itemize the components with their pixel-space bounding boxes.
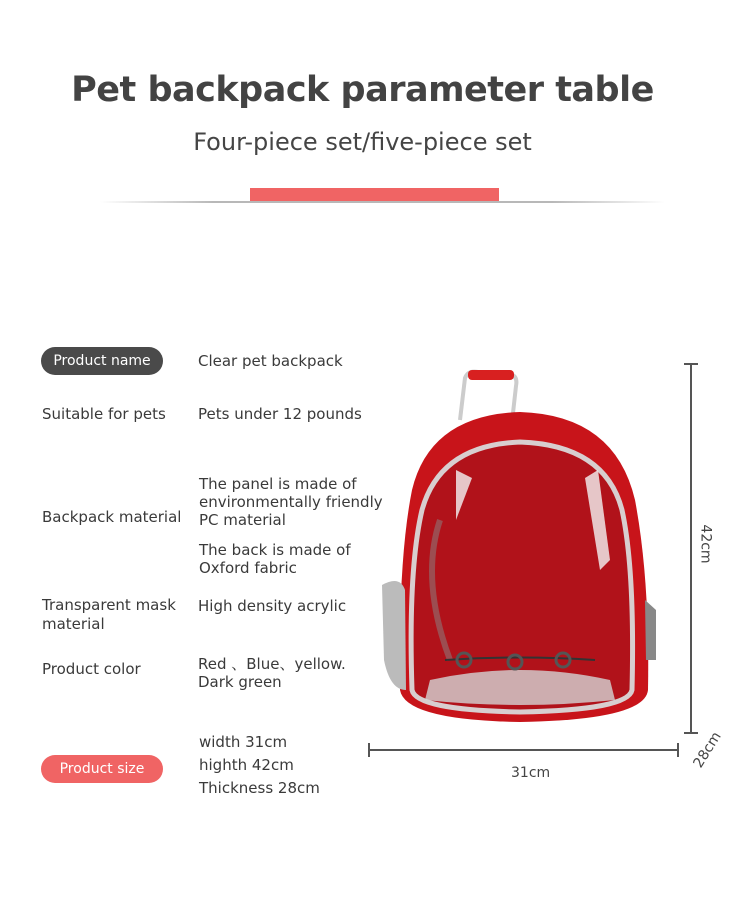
- value-line: Thickness 28cm: [199, 779, 320, 797]
- product-size-label: Product size: [41, 755, 163, 783]
- product-color-value: [198, 655, 346, 691]
- suitable-pets-label: Suitable for pets: [42, 405, 166, 423]
- backpack-illustration: [360, 360, 750, 800]
- value-line: The panel is made of: [199, 475, 357, 493]
- value-line: Dark green: [198, 673, 282, 691]
- product-name-value: Clear pet backpack: [198, 352, 343, 370]
- value-line: PC material: [199, 511, 286, 529]
- value-line: Red 、Blue、yellow.: [198, 655, 346, 673]
- height-dimension-label: 42cm: [697, 524, 714, 564]
- value-line: environmentally friendly: [199, 493, 383, 511]
- value-line: Oxford fabric: [199, 559, 297, 577]
- suitable-pets-value: Pets under 12 pounds: [198, 405, 362, 423]
- divider-line: [100, 201, 665, 203]
- mask-material-value: High density acrylic: [198, 597, 347, 615]
- backpack-material-value-back: [199, 541, 351, 577]
- page-subtitle: Four-piece set/five-piece set: [193, 128, 532, 156]
- product-name-label: Product name: [41, 347, 163, 375]
- backpack-material-value-panel: [199, 475, 383, 529]
- accent-bar: [250, 188, 499, 201]
- mask-material-label: Transparent mask material: [42, 596, 176, 633]
- value-line: The back is made of: [199, 541, 351, 559]
- product-size-value: [199, 731, 320, 800]
- width-dimension-label: 31cm: [511, 765, 551, 781]
- backpack-image: [382, 370, 656, 722]
- value-line: highth 42cm: [199, 756, 294, 774]
- value-line: width 31cm: [199, 733, 288, 751]
- product-color-label: Product color: [42, 660, 141, 678]
- thickness-dimension-label: 28cm: [690, 729, 725, 771]
- backpack-material-label: Backpack material: [42, 508, 182, 526]
- page-title: Pet backpack parameter table: [71, 70, 654, 110]
